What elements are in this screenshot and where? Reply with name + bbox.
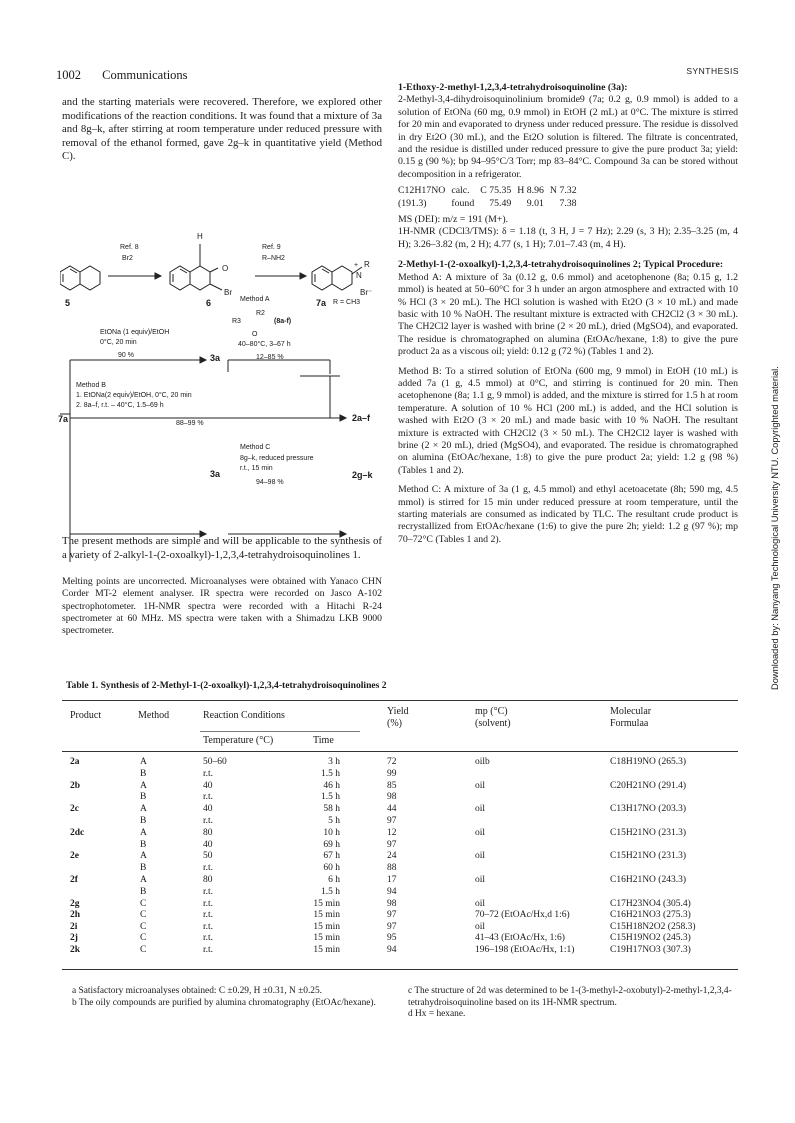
table-row xyxy=(0,851,795,863)
method-c-conditions: r.t., 15 min xyxy=(240,465,273,472)
download-notice: Downloaded by: Nanyang Technological University NTU. Copyrighted material. xyxy=(770,366,780,690)
table-bottom-rule xyxy=(62,969,738,970)
left-column-top xyxy=(62,96,382,164)
page-number: 1002 xyxy=(56,68,81,82)
cell-yield: 94 xyxy=(387,944,397,955)
cell-yield: 17 xyxy=(387,875,397,885)
cell-yield: 85 xyxy=(387,780,397,791)
cell-yield: 97 xyxy=(387,816,397,826)
table-row xyxy=(0,863,795,875)
cell-product: 2f xyxy=(70,875,78,885)
cell-product: 2g xyxy=(70,898,80,909)
cell-temp: 40 xyxy=(203,804,213,815)
cell-yield: 99 xyxy=(387,768,397,779)
cell-formula: C15H18N2O2 (258.3) xyxy=(610,921,696,932)
cell-formula: C19H17NO3 (307.3) xyxy=(610,944,691,955)
cell-mp: oil xyxy=(475,804,486,815)
analysis-h-calc: H 8.96 xyxy=(517,185,544,197)
method-b-yield: 88–99 % xyxy=(176,420,204,427)
method-b-step2: 2. 8a–f, r.t. – 40°C, 1.5–69 h xyxy=(76,402,164,409)
cell-time: 60 h xyxy=(323,863,340,874)
table-row xyxy=(0,792,795,804)
cell-formula: C16H21NO3 (275.3) xyxy=(610,910,691,921)
analysis-calc-label: calc. xyxy=(451,185,470,197)
cell-mp: oil xyxy=(475,827,486,838)
analysis-found-label: found xyxy=(451,197,475,209)
cell-yield: 44 xyxy=(387,804,397,815)
cell-temp: r.t. xyxy=(203,768,214,779)
cell-temp: r.t. xyxy=(203,944,214,955)
cell-formula: C16H21NO (243.3) xyxy=(610,875,686,885)
table-row xyxy=(0,757,795,769)
cell-product: 2a xyxy=(70,757,80,767)
col-header-product: Product xyxy=(70,710,102,721)
method-a-conditions: 40–80°C, 3–67 h xyxy=(238,341,291,348)
cell-temp: r.t. xyxy=(203,898,214,909)
method-c-label: Method C xyxy=(240,444,271,451)
journal-name: SYNTHESIS xyxy=(686,66,739,76)
cell-method: B xyxy=(140,792,147,803)
cell-temp: r.t. xyxy=(203,863,214,874)
col-header-method: Method xyxy=(138,710,170,721)
cell-method: C xyxy=(140,910,147,921)
cell-temp: 50–60 xyxy=(203,757,227,767)
h-atom: H xyxy=(197,232,203,241)
cell-temp: r.t. xyxy=(203,792,214,803)
cell-mp: oil xyxy=(475,851,486,862)
cell-method: A xyxy=(140,875,147,885)
cell-method: C xyxy=(140,933,147,944)
cell-product: 2b xyxy=(70,780,81,791)
cell-formula: C20H21NO (291.4) xyxy=(610,780,686,791)
method-c-yield: 94–98 % xyxy=(256,479,284,486)
cell-mp: oilb xyxy=(475,757,490,767)
analysis-h-found: 9.01 xyxy=(526,197,544,209)
cell-yield: 98 xyxy=(387,898,397,909)
cell-method: A xyxy=(140,804,147,815)
cell-temp: 40 xyxy=(203,780,213,791)
cell-temp: r.t. xyxy=(203,921,214,932)
table-row xyxy=(0,840,795,852)
carbonyl-o: O xyxy=(252,331,258,338)
intermediate-3a-2: 3a xyxy=(210,469,221,479)
cell-time: 1.5 h xyxy=(321,886,340,897)
etona-conditions: EtONa (1 equiv)/EtOH xyxy=(100,329,170,336)
rnh2-label: R–NH2 xyxy=(262,255,285,262)
ketone-label: (8a-f) xyxy=(274,318,292,325)
table-row xyxy=(0,828,795,840)
footnote-d: d Hx = hexane. xyxy=(408,1009,466,1020)
reaction-scheme xyxy=(60,232,390,577)
method-c-reagent: 8g–k, reduced pressure xyxy=(240,455,314,462)
cell-time: 58 h xyxy=(323,804,340,815)
analysis-c-found: 75.49 xyxy=(489,197,512,209)
cell-product: 2c xyxy=(70,804,79,815)
cell-time: 15 min xyxy=(313,933,340,944)
table-header-rule xyxy=(62,751,738,752)
cell-temp: r.t. xyxy=(203,816,214,826)
n-atom: N xyxy=(356,271,362,280)
procedure-3a-text: 2-Methyl-3,4-dihydroisoquinolinium bromide9 (7a; 0.2 g, 0.9 mmol) is added to a solution of EtONa (60 mg, 0.9 mmol) in EtOH (2 mL) at 0°C. The mixture is stirred for 20 min and evaporated to dryness under reduced pressure. The residue is dissolved in dry Et2O (30 mL), and the Et2O solution is filtered. The filtrate is concentrated, and the residue is distilled under reduced pressure to give the pure product 3a; yield: 0.15 g (90 %); bp 94–95°C/3 Torr; mp 83–84°C. Compound 3a can be stored without decomposition in a refrigerator. xyxy=(398,94,738,180)
cell-yield: 98 xyxy=(387,792,397,803)
cell-time: 1.5 h xyxy=(321,768,340,779)
cell-method: B xyxy=(140,816,147,826)
col-header-molecular: Molecular xyxy=(610,706,652,717)
section-name: Communications xyxy=(102,68,188,82)
o-atom: O xyxy=(222,264,229,273)
cell-time: 15 min xyxy=(313,921,340,932)
cell-method: B xyxy=(140,863,147,874)
ref8-label: Ref. 8 xyxy=(120,244,139,251)
etona-time: 0°C, 20 min xyxy=(100,339,137,346)
table-row xyxy=(0,910,795,922)
cell-product: 2h xyxy=(70,910,81,921)
cell-mp: 41–43 (EtOAc/Hx, 1:6) xyxy=(475,933,565,944)
table-row xyxy=(0,945,795,957)
cell-time: 3 h xyxy=(328,757,340,767)
running-header-left xyxy=(56,68,188,83)
table-row xyxy=(0,899,795,911)
cell-mp: 196–198 (EtOAc/Hx, 1:1) xyxy=(475,944,575,955)
cell-time: 69 h xyxy=(323,839,340,850)
cell-time: 5 h xyxy=(328,816,340,826)
table-row xyxy=(0,769,795,781)
product-2af: 2a–f xyxy=(352,413,371,423)
cell-mp: oil xyxy=(475,921,486,932)
cell-method: C xyxy=(140,921,147,932)
cell-formula: C13H17NO (203.3) xyxy=(610,804,686,815)
table-footnotes-left xyxy=(72,986,402,1009)
cell-temp: 80 xyxy=(203,827,213,838)
cell-mp: 70–72 (EtOAc/Hx,d 1:6) xyxy=(475,910,570,921)
paragraph-intro: and the starting materials were recovered. Therefore, we explored other modifications of the reaction conditions. It was found that a mixture of 3a and 8g–k, after stirring at room temperature under reduced pressure with removal of the ethanol formed, gave 2g–k in quantitative yield (Method C). xyxy=(62,96,382,163)
cell-product: 2k xyxy=(70,944,81,955)
cell-method: C xyxy=(140,898,147,909)
col-header-solvent: (solvent) xyxy=(475,718,511,729)
cell-time: 15 min xyxy=(313,944,340,955)
cell-method: C xyxy=(140,944,147,955)
analysis-mw: (191.3) xyxy=(398,197,427,209)
br2-label: Br2 xyxy=(122,255,133,262)
compound-5-structure xyxy=(60,266,100,290)
col-header-mp: mp (°C) xyxy=(475,706,508,717)
compound-7a-label: 7a xyxy=(316,298,327,308)
analysis-n-calc: N 7.32 xyxy=(549,185,577,197)
cell-mp: oil xyxy=(475,875,486,885)
table-row xyxy=(0,922,795,934)
cell-yield: 72 xyxy=(387,757,397,767)
r-group: R xyxy=(364,260,370,269)
cell-method: A xyxy=(140,757,147,767)
table-top-rule xyxy=(62,700,738,701)
col-header-yield-unit: (%) xyxy=(387,718,402,729)
etona-yield: 90 % xyxy=(118,352,134,359)
analysis-c-calc: C 75.35 xyxy=(480,185,512,197)
footnote-a: a Satisfactory microanalyses obtained: C ±0.29, H ±0.31, N ±0.25. xyxy=(72,986,323,996)
cell-yield: 95 xyxy=(387,933,397,944)
cell-yield: 94 xyxy=(387,886,397,897)
cell-method: A xyxy=(140,827,147,838)
compound-5-label: 5 xyxy=(65,298,71,308)
procedure-2-title: 2-Methyl-1-(2-oxoalkyl)-1,2,3,4-tetrahydroisoquinolines 2; Typical Procedure: xyxy=(398,259,724,271)
r-definition: R = CH3 xyxy=(333,299,361,306)
table-footnotes-right xyxy=(408,986,738,1021)
method-c-text: Method C: A mixture of 3a (1 g, 4.5 mmol) and ethyl acetoacetate (8h; 590 mg, 4.5 mmol) is stirred for 15 min under reduced pressure at room temperature, until the starting materials are consumed as indicated by TLC. The resultant crude product is recrystallized from EtOAc/hexane (1:6) to give the pure 2h; yield: 1.2 g (97 %); mp 70–72°C (Tables 1 and 2). xyxy=(398,484,738,545)
cell-time: 46 h xyxy=(323,780,340,791)
left-column-bottom xyxy=(62,535,382,637)
intermediate-3a: 3a xyxy=(210,353,221,363)
method-b-text: Method B: To a stirred solution of EtONa (600 mg, 9 mmol) in EtOH (10 mL) is added 7a (1 g, 4.5 mmol) at 0°C, and stirring is continued for 20 min. Then acetophenone (8a; 1.1 g, 9 mmol) is added, and the mixture is stirred for 1.5 h at room temperature. A solution of 10 % HCl (200 mL) is added, and the HCl solution is washed with Et2O (3 × 20 mL) and made basic with 10 % NaOH. The resultant mixture is extracted with CH2Cl2 (3 × 50 mL). The CH2Cl2 layer is washed with brine (2 × 20 mL), dried (MgSO4), and evaporated. The residue is chromatographed on alumina (EtOAc/hexane, 1:8) to give the pure product 2a; yield: 1.2 g (98 %) (Tables 1 and 2). xyxy=(398,365,738,476)
cell-product: 2i xyxy=(70,921,78,932)
cell-time: 10 h xyxy=(323,827,340,838)
start-7a: 7a xyxy=(58,414,69,424)
col-header-temperature: Temperature (°C) xyxy=(203,735,274,746)
cell-time: 15 min xyxy=(313,898,340,909)
paragraph-conclusion: The present methods are simple and will be applicable to the synthesis of a variety of 2-alkyl-1-(2-oxoalkyl)-1,2,3,4-tetrahydroisoquinolines 1. xyxy=(62,535,382,561)
cell-formula: C15H21NO (231.3) xyxy=(610,827,686,838)
cell-formula: C15H19NO2 (245.3) xyxy=(610,933,691,944)
table-row xyxy=(0,875,795,887)
cell-method: A xyxy=(140,780,147,791)
method-a-label: Method A xyxy=(240,296,270,303)
cell-method: B xyxy=(140,768,147,779)
cell-temp: r.t. xyxy=(203,886,214,897)
method-b-label: Method B xyxy=(76,382,106,389)
cell-time: 6 h xyxy=(328,875,340,885)
cell-yield: 97 xyxy=(387,921,397,932)
method-a-yield: 12–85 % xyxy=(256,354,284,361)
cell-mp: oil xyxy=(475,898,486,909)
right-column xyxy=(398,82,738,546)
col-header-time: Time xyxy=(313,735,334,746)
cell-time: 67 h xyxy=(323,851,340,862)
table-row xyxy=(0,804,795,816)
method-b-step1: 1. EtONa(2 equiv)/EtOH, 0°C, 20 min xyxy=(76,392,192,399)
cell-temp: 80 xyxy=(203,875,213,885)
cell-yield: 24 xyxy=(387,851,397,862)
cell-formula: C15H21NO (231.3) xyxy=(610,851,686,862)
footnote-b: b The oily compounds are purified by alumina chromatography (EtOAc/hexane). xyxy=(72,997,376,1008)
cell-method: B xyxy=(140,886,147,897)
cell-method: A xyxy=(140,851,147,862)
cell-temp: r.t. xyxy=(203,933,214,944)
cell-temp: r.t. xyxy=(203,910,214,921)
cell-formula: C18H19NO (265.3) xyxy=(610,757,686,767)
table-row xyxy=(0,781,795,793)
footnote-c: c The structure of 2d was determined to be 1-(3-methyl-2-oxobutyl)-2-methyl-1,2,3,4-tetrahydroisoquinoline based on its 1H-NMR spectrum. xyxy=(408,986,732,1008)
nmr-data: 1H-NMR (CDCl3/TMS): δ = 1.18 (t, 3 H, J = 7 Hz); 2.29 (s, 3 H); 2.35–3.25 (m, 4 H); 3.26–3.82 (m, 2 H); 4.77 (s, 1 H); 7.01–7.43 (m, 4 H). xyxy=(398,226,738,250)
table-row xyxy=(0,816,795,828)
cell-product: 2j xyxy=(70,933,78,944)
plus-charge: + xyxy=(354,262,359,269)
col-header-formula: Formulaa xyxy=(610,718,649,729)
ms-data: MS (DEI): m/z = 191 (M+). xyxy=(398,214,509,226)
cell-yield: 88 xyxy=(387,863,397,874)
cell-temp: 50 xyxy=(203,851,213,862)
cell-mp: oil xyxy=(475,780,486,791)
procedure-3a-title: 1-Ethoxy-2-methyl-1,2,3,4-tetrahydroisoquinoline (3a): xyxy=(398,82,628,93)
r3-label: R3 xyxy=(232,318,241,325)
method-a-text: Method A: A mixture of 3a (0.12 g, 0.6 mmol) and acetophenone (8a; 0.15 g, 1.2 mmol) is heated at 50–60°C for 3 h under an argon atmosphere and extracted with 10 % HCl (3 × 20 mL). The HCl solution is washed with Et2O (3 × 10 mL) and made basic with 10 % NaOH. The resultant mixture is extracted with CH2Cl2 (3 × 30 mL). The CH2Cl2 layer is washed with brine (2 × 20 mL), dried (MgSO4), and evaporated. The residue is chromatographed on alumina (EtOAc/hexane, 1:8) to give the pure product 2a as a viscous oil; yield: 0.12 g (72 %) (Tables 1 and 2). xyxy=(398,271,738,358)
paragraph-instruments: Melting points are uncorrected. Microanalyses were obtained with Yanaco CHN Corder MT-2 element analyser. IR spectra were recorded on Jasco A-102 spectrophotometer. 1H-NMR spectra were recorded with a Hitachi R-24 spectrometer at 60 MHz. MS spectra were taken with a Shimadzu LKB 9000 spectrometer. xyxy=(62,576,382,636)
table-title: Table 1. Synthesis of 2-Methyl-1-(2-oxoalkyl)-1,2,3,4-tetrahydroisoquinolines 2 xyxy=(66,680,387,691)
table-row xyxy=(0,933,795,945)
col-header-conditions: Reaction Conditions xyxy=(203,710,285,721)
cell-yield: 12 xyxy=(387,827,397,838)
br-atom: Br xyxy=(224,288,232,297)
cell-product: 2e xyxy=(70,851,79,862)
conditions-underline xyxy=(200,731,360,732)
table-row xyxy=(0,887,795,899)
analysis-n-found: 7.38 xyxy=(559,197,577,209)
analysis-formula: C12H17NO xyxy=(398,185,446,197)
bromide-counterion: Br⁻ xyxy=(360,288,373,297)
cell-formula: C17H23NO4 (305.4) xyxy=(610,898,691,909)
cell-product: 2dc xyxy=(70,827,85,838)
cell-yield: 97 xyxy=(387,910,397,921)
cell-method: B xyxy=(140,839,147,850)
col-header-yield: Yield xyxy=(387,706,409,717)
cell-time: 15 min xyxy=(313,910,340,921)
compound-6-label: 6 xyxy=(206,298,212,308)
cell-time: 1.5 h xyxy=(321,792,340,803)
r2-label: R2 xyxy=(256,310,265,317)
cell-temp: 40 xyxy=(203,839,213,850)
ref9-label: Ref. 9 xyxy=(262,244,281,251)
cell-yield: 97 xyxy=(387,839,397,850)
elemental-analysis xyxy=(398,185,583,210)
product-2gk: 2g–k xyxy=(352,470,373,480)
